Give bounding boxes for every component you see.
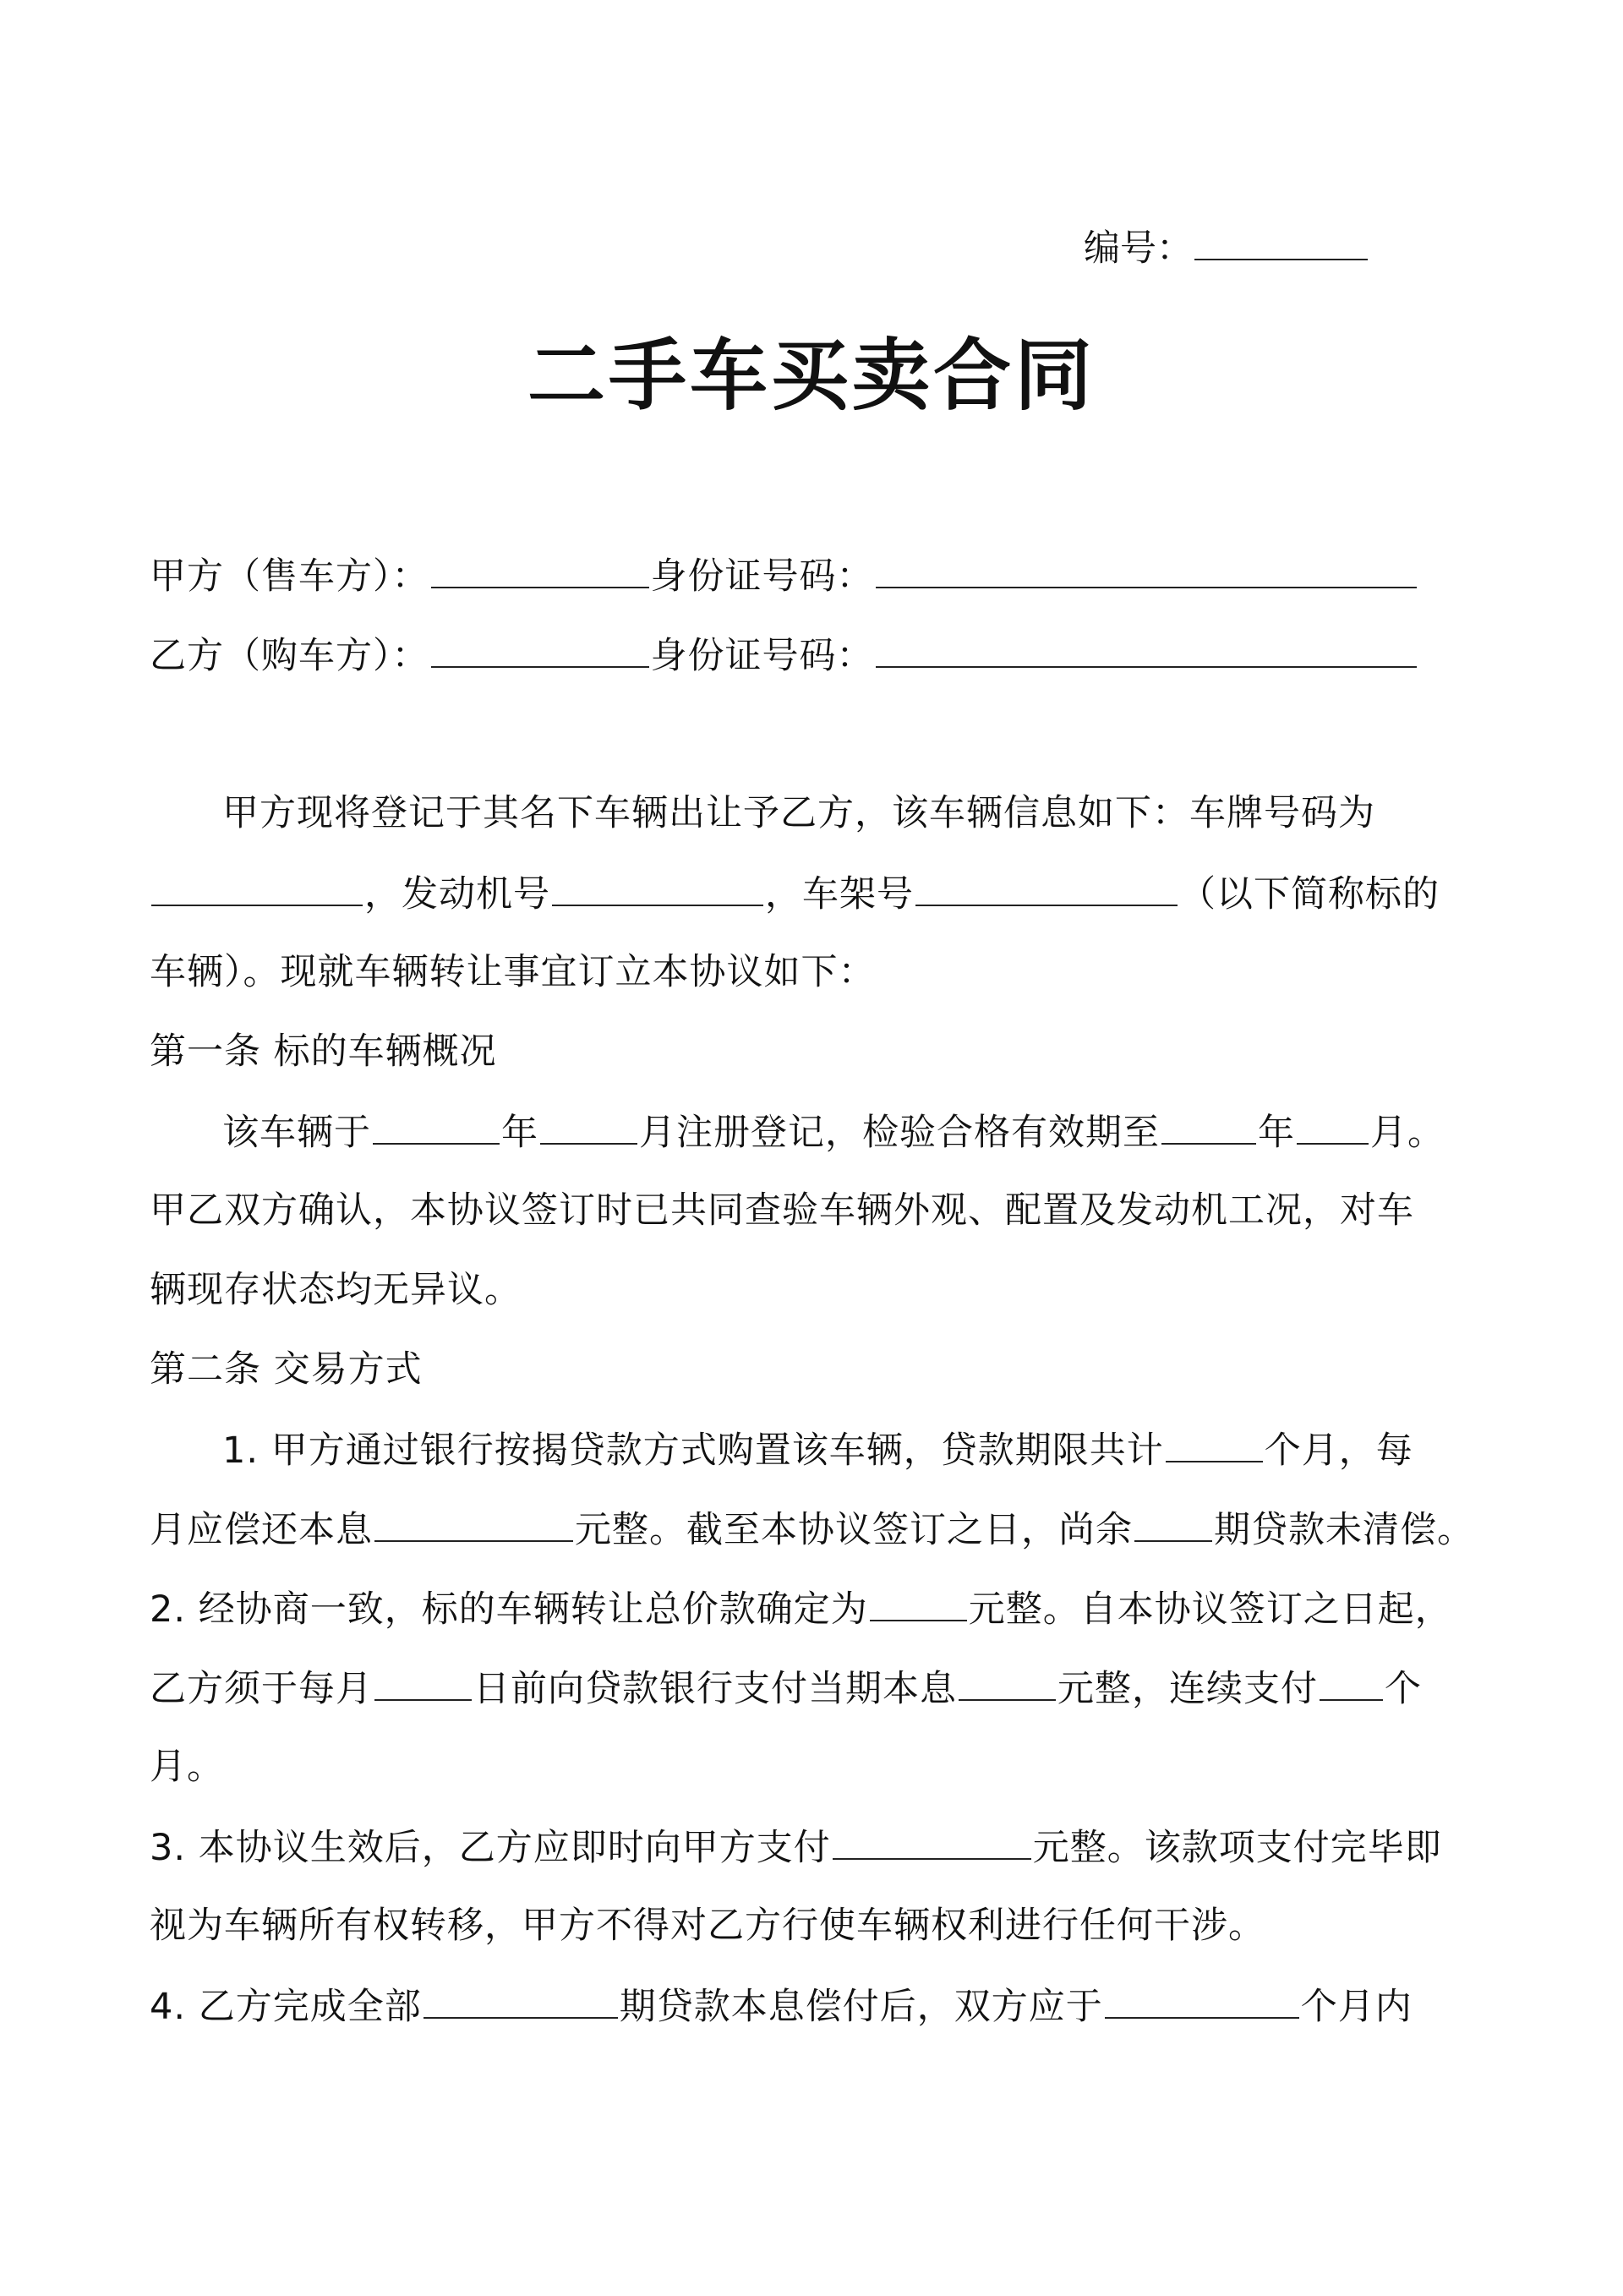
article-2-heading: 第二条 交易方式 [150, 1348, 423, 1391]
intro-text-3: 车辆）。现就车辆转让事宜订立本协议如下： [150, 951, 876, 993]
text: 月。 [1370, 1112, 1445, 1154]
serial-number [1084, 221, 1369, 274]
item-3-line-1 [150, 1821, 1442, 1873]
item-1-line-1 [150, 1424, 1413, 1476]
engine-number-blank[interactable] [552, 867, 763, 906]
plate-number-blank[interactable] [151, 867, 363, 906]
registration-month-blank[interactable] [540, 1106, 637, 1145]
text: 期贷款本息偿付后，双方应于 [619, 1986, 1103, 2028]
article-1-heading: 第一条 标的车辆概况 [150, 1030, 497, 1073]
party-b-id-blank[interactable] [876, 629, 1417, 668]
text: 2. 经协商一致，标的车辆转让总价款确定为 [150, 1588, 868, 1631]
text: 月注册登记，检验合格有效期至 [639, 1112, 1160, 1154]
text: 元整。自本协议签订之日起， [968, 1588, 1452, 1631]
party-b-label: 乙方（购车方）： [150, 635, 429, 677]
transfer-months-blank[interactable] [1105, 1980, 1299, 2019]
text: 4. 乙方完成全部 [150, 1986, 422, 2028]
registration-year-blank[interactable] [373, 1106, 500, 1145]
text: 元整。该款项支付完毕即 [1032, 1827, 1442, 1869]
party-b-line [150, 629, 1418, 681]
serial-label: 编号： [1084, 227, 1193, 270]
item-2-line-3: 月。 [150, 1746, 224, 1788]
text: 日前向贷款银行支付当期本息 [473, 1668, 957, 1710]
item-4-line-1 [150, 1980, 1413, 2032]
text: 3. 本协议生效后，乙方应即时向甲方支付 [150, 1827, 831, 1869]
total-price-blank[interactable] [870, 1583, 967, 1621]
text: 个月，每 [1264, 1430, 1413, 1472]
immediate-payment-blank[interactable] [833, 1821, 1031, 1860]
total-periods-blank[interactable] [424, 1980, 618, 2019]
vin-label: ，车架号 [765, 873, 914, 916]
monthly-payment-blank[interactable] [374, 1503, 573, 1542]
intro-line-2 [150, 867, 1440, 920]
inspection-year-blank[interactable] [1161, 1106, 1256, 1145]
serial-blank[interactable] [1194, 221, 1368, 260]
payment-day-blank[interactable] [374, 1662, 472, 1701]
item-3-line-2: 视为车辆所有权转移，甲方不得对乙方行使车辆权利进行任何干涉。 [150, 1905, 1265, 1947]
party-b-name-blank[interactable] [431, 629, 649, 668]
article-1-line-1 [150, 1106, 1445, 1158]
item-2-line-1 [150, 1583, 1452, 1635]
installment-amount-blank[interactable] [959, 1662, 1056, 1701]
intro-line-3 [150, 947, 876, 998]
intro-text-2: （以下简称标的 [1179, 873, 1440, 916]
text: 该车辆于 [222, 1112, 371, 1154]
party-a-line [150, 549, 1418, 602]
text: 年 [1258, 1112, 1295, 1154]
loan-term-blank[interactable] [1166, 1424, 1263, 1462]
party-a-id-blank[interactable] [876, 549, 1417, 588]
vin-blank[interactable] [915, 867, 1178, 906]
inspection-month-blank[interactable] [1297, 1106, 1369, 1145]
article-1-line-3: 辆现存状态均无异议。 [150, 1269, 522, 1311]
remaining-periods-blank[interactable] [1134, 1503, 1212, 1542]
text: 个月内 [1300, 1986, 1413, 2028]
party-a-id-label: 身份证号码： [650, 555, 874, 598]
text: 1. 甲方通过银行按揭贷款方式购置该车辆，贷款期限共计 [222, 1430, 1164, 1472]
party-b-id-label: 身份证号码： [650, 635, 874, 677]
engine-no-label: ，发动机号 [364, 873, 550, 916]
text: 年 [501, 1112, 538, 1154]
item-1-line-2 [150, 1503, 1474, 1555]
text: 元整，连续支付 [1057, 1668, 1318, 1710]
intro-text-1: 甲方现将登记于其名下车辆出让予乙方，该车辆信息如下：车牌号码为 [222, 792, 1375, 834]
document-title: 二手车买卖合同 [527, 331, 1096, 421]
text: 乙方须于每月 [150, 1668, 373, 1710]
article-1-line-2: 甲乙双方确认，本协议签订时已共同查验车辆外观、配置及发动机工况，对车 [150, 1189, 1414, 1232]
text: 月应偿还本息 [150, 1509, 373, 1551]
text: 期贷款未清偿。 [1214, 1509, 1474, 1551]
text: 元整。截至本协议签订之日，尚余 [575, 1509, 1133, 1551]
installment-count-blank[interactable] [1320, 1662, 1383, 1701]
item-2-line-2 [150, 1662, 1422, 1714]
text: 个 [1385, 1668, 1422, 1710]
party-a-label: 甲方（售车方）： [150, 555, 429, 598]
party-a-name-blank[interactable] [431, 549, 649, 588]
intro-line-1 [150, 788, 1375, 839]
